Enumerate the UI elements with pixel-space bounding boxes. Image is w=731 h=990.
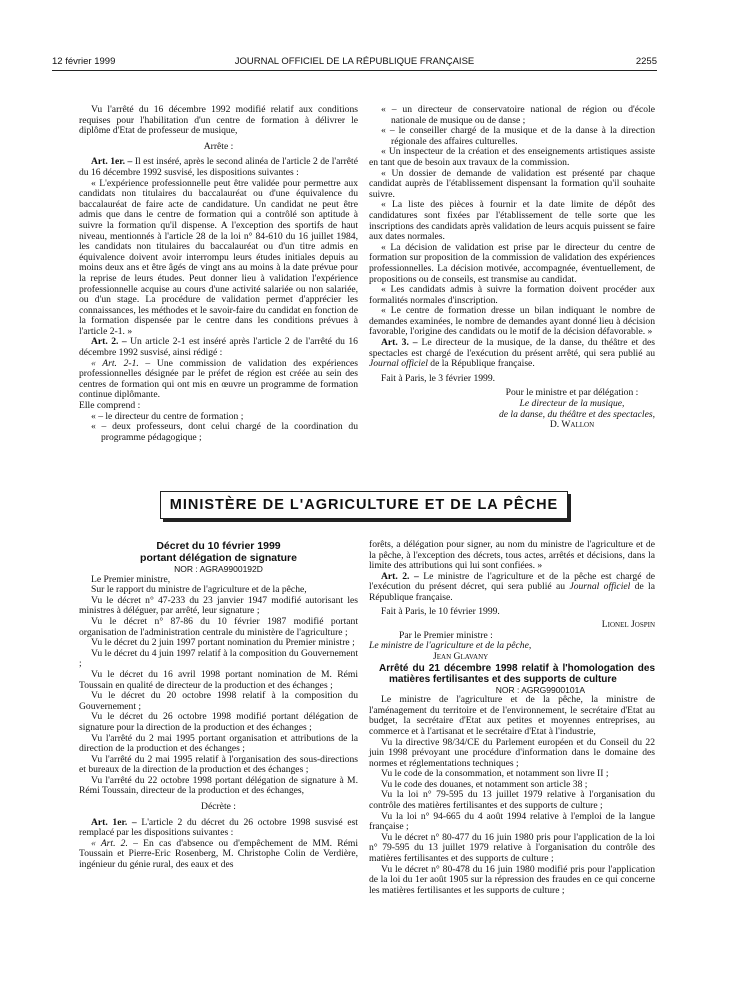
article-text: L'article 2 du décret du 26 octobre 1998 susvisé est remplacé par les dispositions suivantes : xyxy=(79,816,358,839)
page-header xyxy=(52,56,657,70)
article-2-1 xyxy=(79,359,358,401)
article-text: Le directeur de la musique, de la danse, du théâtre et des spectacles est chargé de l'exécution du présent arrêté, qui sera publié au xyxy=(369,337,655,359)
paragraph: Vu l'arrêté du 16 décembre 1992 modifié relatif aux conditions requises pour l'habilitation d'un centre de formation à délivrer le diplôme d'Etat de professeur de musique, xyxy=(79,104,358,137)
signature-line: Par le Premier ministre : xyxy=(399,629,493,641)
decree-title: Décret du 10 février 1999 xyxy=(156,540,281,552)
article-text: Le ministre de l'agriculture et de la pêche est chargé de l'exécution du présent décret, qui sera publié au xyxy=(369,570,655,593)
column-2 xyxy=(369,105,655,431)
list-item: « – le directeur du centre de formation ; xyxy=(91,410,244,422)
quote-paragraph: « L'expérience professionnelle peut être validée pour permettre aux candidats non titulaires du baccalauréat ou d'une équivalence du baccalauréat de faire acte de candidature. Un candidat ne peut être admis que dans le centre de formation qui a contrôlé son aptitude à suivre la formation qu'il dispense. A l'exception des sportifs de haut niveau, mentionnés à l'article 28 de la loi n° 84-610 du 16 juillet 1984, les candidats non titulaires du baccalauréat ou d'un titre admis en équivalence doivent avoir interrompu leurs études initiales depuis au moins deux ans et être âgés de vingt ans au moins à la date prévue pour la reprise de leurs études. Peut donner lieu à validation l'expérience professionnelle acquise au cours d'une activité salariée ou non salariée, ou d'un stage. La procédure de validation permet d'apprécier les connaissances, les méthodes et le savoir-faire du candidat en fonction de la formation dispensée par le centre dans les conditions prévues à l'article 2-1. » xyxy=(79,177,358,337)
article-3 xyxy=(369,338,655,370)
column-3 xyxy=(79,540,358,871)
arrete-heading: Arrête : xyxy=(203,140,234,152)
article-label: Art. 3. – xyxy=(381,337,418,349)
article-2-quote xyxy=(79,839,358,871)
paragraph: Vu le code des douanes, et notamment son article 38 ; xyxy=(381,778,588,790)
paragraph: « La liste des pièces à fournir et la date limite de dépôt des candidatures sont fixées par l'établissement de telle sorte que les inscriptions des candidats après validation de leurs acquis puissent se faire aux dates normales. xyxy=(369,199,655,243)
paragraph: Vu la loi n° 94-665 du 4 août 1994 relative à l'emploi de la langue française ; xyxy=(369,810,655,833)
list-item: « – le conseiller chargé de la musique et de la danse à la direction régionale des affaires culturelles. xyxy=(381,125,655,147)
paragraph: Vu le décret n° 80-478 du 16 juin 1980 modifié pris pour l'application de la loi du 1er août 1905 sur la répression des fraudes en ce qui concerne les matières fertilisantes et les supports de culture ; xyxy=(369,863,655,896)
list-item: « – deux professeurs, dont celui chargé de la coordination du programme pédagogique ; xyxy=(91,421,358,443)
signature-block xyxy=(369,388,655,430)
paragraph: forêts, a délégation pour signer, au nom du ministre de l'agriculture et de la pêche, à l'exception des décrets, tous actes, arrêtés et décisions, dans la limite des attributions qui lui sont confiées. » xyxy=(369,539,655,572)
paragraph: Elle comprend : xyxy=(79,400,141,412)
paragraph: Vu le décret du 26 octobre 1998 modifié portant délégation de signature pour la direction de la production et des échanges ; xyxy=(79,711,358,733)
journal-name: Journal officiel xyxy=(569,581,631,593)
article-text: Il est inséré, après le second alinéa de l'article 2 de l'arrêté du 16 décembre 1992 susvisé, les dispositions suivantes : xyxy=(79,156,358,178)
paragraph: Vu le décret n° 80-477 du 16 juin 1980 pris pour l'application de la loi n° 79-595 du 13 juillet 1979 relative à l'organisation du contrôle des matières fertilisantes et des supports de culture ; xyxy=(369,831,655,865)
paragraph: Vu le décret n° 87-86 du 10 février 1987 modifié portant organisation de l'administration centrale du ministère de l'agriculture ; xyxy=(79,615,358,638)
article-1 xyxy=(79,818,358,839)
signature-line: Pour le ministre et par délégation : xyxy=(505,387,639,399)
paragraph: Vu l'arrêté du 22 octobre 1998 portant délégation de signature à M. Rémi Toussain, directeur de la production et des échanges, xyxy=(79,774,358,797)
arrete-title: Arrêté du 21 décembre 1998 relatif à l'homologation des matières fertilisantes et des supports de culture xyxy=(379,662,655,685)
paragraph: « Un inspecteur de la création et des enseignements artistiques assiste en tant que de besoin aux travaux de la commission. xyxy=(369,146,655,168)
list-item: « – un directeur de conservatoire national de région ou d'école nationale de musique ou de danse ; xyxy=(381,104,655,126)
article-label: « Art. 2. – xyxy=(91,837,138,849)
article-text: Un article 2-1 est inséré après l'article 2 de l'arrêté du 16 décembre 1992 susvisé, ainsi rédigé : xyxy=(79,336,358,359)
paragraph: Le ministre de l'agriculture et de la pêche, la ministre de l'aménagement du territoire et de l'environnement, le secrétaire d'Etat au budget, la secrétaire d'Etat aux petites et moyennes entreprises, au commerce et à l'artisanat et le secrétaire d'Etat à l'industrie, xyxy=(369,694,655,737)
article-text: de la République française. xyxy=(430,358,535,370)
signature-line: de la danse, du théâtre et des spectacles, xyxy=(498,408,655,420)
paragraph: Vu le code de la consommation, et notamment son livre II ; xyxy=(381,768,609,780)
column-4 xyxy=(369,540,655,896)
article-label: Art. 2. – xyxy=(91,336,127,348)
article-label: Art. 2. – xyxy=(381,570,419,582)
paragraph: Vu la directive 98/34/CE du Parlement européen et du Conseil du 22 juin 1998 prévoyant une procédure d'information dans le domaine des normes et réglementations techniques ; xyxy=(369,736,655,769)
paragraph: Vu l'arrêté du 2 mai 1995 relatif à l'organisation des sous-directions et bureaux de la direction de la production et des échanges ; xyxy=(79,753,358,776)
paragraph: Vu l'arrêté du 2 mai 1995 portant organisation et attributions de la direction de la production et des échanges ; xyxy=(79,732,358,755)
nor-reference: NOR : AGRA9900192D xyxy=(174,564,263,574)
article-2 xyxy=(79,337,358,358)
paragraph: « Les candidats admis à suivre la formation doivent procéder aux formalités normales d'inscription. xyxy=(369,284,655,306)
paragraph: « Le centre de formation dresse un bilan indiquant le nombre de demandes examinées, le nombre de demandes ayant donné lieu à décision favorable, l'origine des candidats ou le motif de la décision défavorable. » xyxy=(369,305,655,338)
header-rule xyxy=(52,70,657,71)
signature-name: Jean Glavany xyxy=(433,650,489,662)
signature-name: D. Wallon xyxy=(549,419,595,431)
paragraph: Vu la loi n° 79-595 du 13 juillet 1979 relative à l'organisation du contrôle des matières fertilisantes et des supports de culture ; xyxy=(369,789,655,812)
header-page-number: 2255 xyxy=(635,56,657,67)
paragraph: Le Premier ministre, xyxy=(91,573,171,585)
date-line: Fait à Paris, le 3 février 1999. xyxy=(381,372,496,384)
signature-name: Lionel Jospin xyxy=(601,619,655,631)
paragraph: Vu le décret du 20 octobre 1998 relatif à la composition du Gouvernement ; xyxy=(79,690,358,712)
signature-line: Le ministre de l'agriculture et de la pêche, xyxy=(369,640,532,652)
journal-name: Journal officiel xyxy=(369,358,428,370)
article-label: « Art. 2-1. – xyxy=(91,357,151,369)
paragraph: Vu le décret n° 47-233 du 23 janvier 1947 modifié autorisant les ministres à déléguer, par arrêté, leur signature ; xyxy=(79,594,358,617)
paragraph: Sur le rapport du ministre de l'agriculture et de la pêche, xyxy=(91,584,307,596)
column-1 xyxy=(79,105,358,443)
decrete-heading: Décrète : xyxy=(201,801,236,813)
header-date: 12 février 1999 xyxy=(52,56,116,67)
paragraph: Vu le décret du 4 juin 1997 relatif à la composition du Gouvernement ; xyxy=(79,647,358,670)
article-label: Art. 1er. – xyxy=(91,156,133,168)
article-1 xyxy=(79,157,358,178)
article-text: Une commission de validation des expériences professionnelles désignée par le préfet de région est créée au sein des centres de formation qui ont mis en œuvre un programme de formation continue diplômante. xyxy=(79,357,358,401)
paragraph: « La décision de validation est prise par le directeur du centre de formation sur proposition de la commission de validation des expériences professionnelles. La décision motivée, accompagnée, éventuellement, de propositions ou de conseils, est transmise au candidat. xyxy=(369,241,655,285)
nor-reference: NOR : AGRG9900101A xyxy=(495,684,585,695)
paragraph: Vu le décret du 2 juin 1997 portant nomination du Premier ministre ; xyxy=(91,637,355,649)
article-label: Art. 1er. – xyxy=(91,816,137,828)
paragraph: « Un dossier de demande de validation est présenté par chaque candidat auprès de l'établissement dispensant la formation qu'il souhaite suivre. xyxy=(369,167,655,200)
ministry-banner: MINISTÈRE DE L'AGRICULTURE ET DE LA PÊCHE xyxy=(160,491,568,519)
paragraph: Vu le décret du 16 avril 1998 portant nomination de M. Rémi Toussain en qualité de directeur de la production et des échanges ; xyxy=(79,668,358,691)
date-line: Fait à Paris, le 10 février 1999. xyxy=(381,605,500,617)
signature-line: Le directeur de la musique, xyxy=(519,398,625,410)
article-text: En cas d'absence ou d'empêchement de MM. Rémi Toussain et Pierre-Eric Rosenberg, M. Christophe Colin de Verdière, ingénieur du génie rural, des eaux et des xyxy=(79,837,358,871)
article-2 xyxy=(369,572,655,604)
decree-subtitle: portant délégation de signature xyxy=(140,552,297,564)
header-journal: JOURNAL OFFICIEL DE LA RÉPUBLIQUE FRANÇAISE xyxy=(234,56,475,67)
article-text: de la République française. xyxy=(369,581,655,603)
